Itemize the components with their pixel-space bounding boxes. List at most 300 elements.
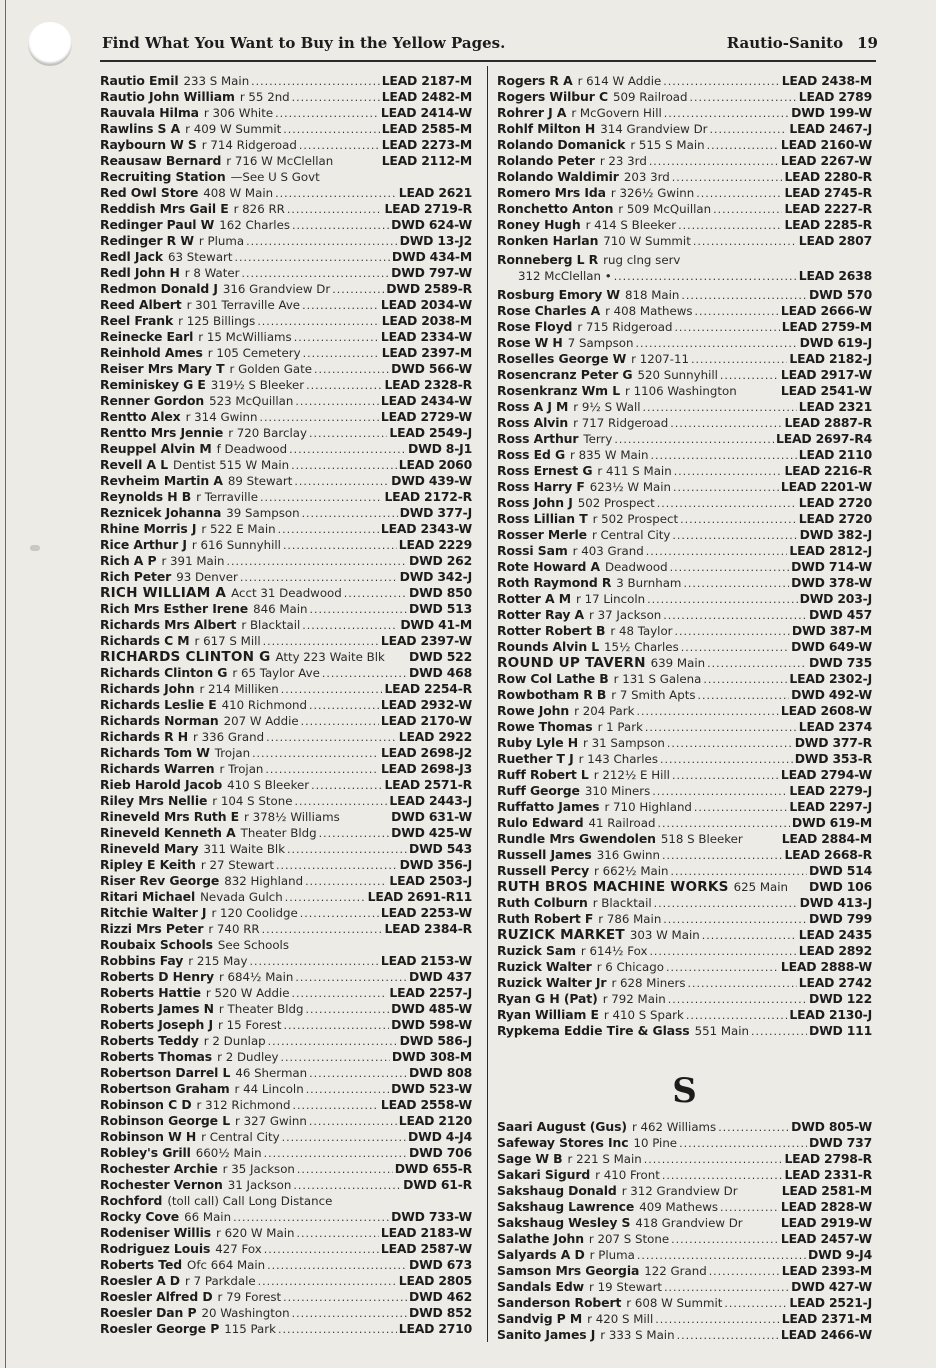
listing-name: Ruth Robert F <box>497 911 594 926</box>
listing-name: Roselles George W <box>497 351 627 366</box>
listing-entry <box>497 863 872 879</box>
listing-address: r 515 S Main <box>630 138 705 152</box>
listing-phone: LEAD 2297-J <box>789 799 872 814</box>
listing-address: r 720 Barclay <box>228 426 307 440</box>
listing-phone: DWD 342-J <box>399 569 472 584</box>
dot-leader <box>667 736 793 751</box>
dot-leader <box>262 922 383 937</box>
listing-name: Rochester Archie <box>100 1161 218 1176</box>
dot-leader <box>713 202 782 217</box>
listing-entry <box>100 345 472 361</box>
listing-phone: DWD 566-W <box>391 361 472 376</box>
listing-entry <box>100 937 472 953</box>
listing-entry <box>100 457 472 473</box>
dot-leader <box>264 1242 379 1257</box>
listing-address: r 9½ S Wall <box>573 400 641 414</box>
dot-leader <box>614 432 774 447</box>
dot-leader <box>643 400 797 415</box>
listing-address: r 306 White <box>203 106 274 120</box>
listing-name: Robinson George L <box>100 1113 230 1128</box>
listing-address: 502 Prospect <box>577 496 655 510</box>
listing-name: Rose Charles A <box>497 303 601 318</box>
dot-leader <box>295 394 379 409</box>
listing-name: Ruth Colburn <box>497 895 588 910</box>
listing-name: Rhine Morris J <box>100 521 197 536</box>
listing-name: Salyards A D <box>497 1247 585 1262</box>
listing-phone: DWD 514 <box>808 863 872 878</box>
dot-leader <box>655 1312 779 1327</box>
listing-phone: LEAD 2120 <box>398 1113 472 1128</box>
listing-name: Sakshaug Lawrence <box>497 1199 635 1214</box>
listing-entry <box>497 252 872 268</box>
listing-phone: LEAD 2374 <box>798 719 872 734</box>
listing-phone: DWD 735 <box>808 655 872 670</box>
listing-phone: LEAD 2371-M <box>781 1311 872 1326</box>
listing-entry <box>100 921 472 937</box>
listing-entry <box>497 121 872 137</box>
listing-entry <box>497 1247 872 1263</box>
listing-phone: DWD 805-W <box>791 1119 872 1134</box>
listing-phone: LEAD 2273-M <box>381 137 472 152</box>
listing-phone: LEAD 2343-W <box>380 521 472 536</box>
dot-leader <box>291 458 397 473</box>
dot-leader <box>235 250 390 265</box>
listing-name: Riley Mrs Nellie <box>100 793 208 808</box>
dot-leader <box>233 1210 389 1225</box>
listing-entry <box>497 1327 872 1343</box>
listing-address: r Blacktail <box>592 896 652 910</box>
listing-address: r 462 Williams <box>631 1120 717 1134</box>
listing-phone: DWD 106 <box>808 879 872 894</box>
dot-leader <box>252 746 379 761</box>
page-number: 19 <box>857 34 878 52</box>
dot-leader <box>292 986 388 1001</box>
listing-address: r 7 Parkdale <box>185 1274 256 1288</box>
listing-name: Rohlf Milton H <box>497 121 596 136</box>
dot-leader <box>677 1328 779 1343</box>
listing-phone: LEAD 2503-J <box>389 873 472 888</box>
listing-name: Rizzi Mrs Peter <box>100 921 204 936</box>
listing-phone: LEAD 2331-R <box>784 1167 872 1182</box>
listing-address: 303 W Main <box>629 928 700 942</box>
listing-entry <box>497 911 872 927</box>
listing-name: Reznicek Johanna <box>100 505 222 520</box>
listing-entry <box>497 735 872 751</box>
listing-name: Roesler Dan P <box>100 1305 197 1320</box>
listing-name: Ritari Michael <box>100 889 196 904</box>
listing-phone: LEAD 2334-W <box>380 329 472 344</box>
listing-name: Rose W H <box>497 335 563 350</box>
listing-name: Ruff George <box>497 783 580 798</box>
listing-address: r 826 RR <box>233 202 285 216</box>
dot-leader <box>649 944 796 959</box>
listing-address: r 312 Grandview Dr <box>621 1184 738 1198</box>
listing-address: r 502 Prospect <box>592 512 679 526</box>
listing-entry <box>497 495 872 511</box>
dot-leader <box>707 656 807 671</box>
listing-entry <box>100 873 472 889</box>
listing-name: Ross John J <box>497 495 573 510</box>
listing-phone: DWD 570 <box>808 287 872 302</box>
listing-address: r Central City <box>591 528 671 542</box>
listing-phone: LEAD 2585-M <box>381 121 472 136</box>
listing-address: r 104 S Stone <box>212 794 293 808</box>
listing-entry <box>100 1225 472 1241</box>
listing-entry <box>497 767 872 783</box>
dot-leader <box>696 186 782 201</box>
listing-phone: LEAD 2698-J2 <box>380 745 472 760</box>
listing-phone: LEAD 2742 <box>798 975 872 990</box>
dot-leader <box>293 1178 401 1193</box>
listing-phone: LEAD 2170-W <box>380 713 472 728</box>
binder-punch-hole <box>28 22 72 66</box>
listing-address: 15½ Charles <box>604 640 679 654</box>
listing-address: r 792 Main <box>602 992 666 1006</box>
dot-leader <box>299 138 380 153</box>
listing-address: 10 Pine <box>633 1136 678 1150</box>
listing-address: r 710 Highland <box>604 800 692 814</box>
dot-leader <box>671 1232 779 1247</box>
listing-address: 46 Sherman <box>235 1066 308 1080</box>
dot-leader <box>302 618 398 633</box>
listing-name: Roberts D Henry <box>100 969 214 984</box>
listing-address: r Golden Gate <box>229 362 312 376</box>
listing-phone: LEAD 2888-W <box>780 959 872 974</box>
listing-entry <box>497 319 872 335</box>
listing-name: Rineveld Mrs Ruth E <box>100 809 240 824</box>
listing-entry <box>100 617 472 633</box>
dot-leader <box>668 992 807 1007</box>
listing-phone: LEAD 2397-M <box>381 345 472 360</box>
listing-address: 846 Main <box>253 602 308 616</box>
listing-address: r 408 Mathews <box>605 304 693 318</box>
listing-address: r 740 RR <box>208 922 260 936</box>
listing-name: Rentto Mrs Jennie <box>100 425 224 440</box>
listing-entry <box>100 969 472 985</box>
listing-name: Roney Hugh <box>497 217 581 232</box>
listing-phone: DWD 9-J4 <box>808 1247 872 1262</box>
listing-address: 63 Stewart <box>168 250 233 264</box>
listing-entry <box>497 591 872 607</box>
listing-entry <box>497 671 872 687</box>
dot-leader <box>694 800 788 815</box>
listing-entry <box>497 703 872 719</box>
listing-name: Rote Howard A <box>497 559 600 574</box>
listing-phone: DWD 377-J <box>399 505 472 520</box>
listing-name: Sandals Edw <box>497 1279 584 1294</box>
listing-phone: LEAD 2302-J <box>789 671 872 686</box>
listing-phone: LEAD 2279-J <box>789 783 872 798</box>
listing-phone: LEAD 2812-J <box>789 543 872 558</box>
listing-entry <box>497 543 872 559</box>
listing-entry <box>100 649 472 665</box>
listing-phone: LEAD 2805 <box>398 1273 472 1288</box>
dot-leader <box>294 474 389 489</box>
listing-entry <box>100 425 472 441</box>
listing-address: f Deadwood <box>216 442 288 456</box>
listing-address: r 608 W Summit <box>626 1296 723 1310</box>
dot-leader <box>284 1018 390 1033</box>
listing-phone: LEAD 2397-W <box>380 633 472 648</box>
listing-address: Acct 31 Deadwood <box>231 586 342 600</box>
listing-phone: DWD 850 <box>408 585 472 600</box>
listing-phone: LEAD 2932-W <box>380 697 472 712</box>
listing-phone: LEAD 2393-M <box>781 1263 872 1278</box>
listing-phone: LEAD 2587-W <box>380 1241 472 1256</box>
listing-phone: LEAD 2759-M <box>781 319 872 334</box>
listing-name: Rieb Harold Jacob <box>100 777 223 792</box>
listing-entry <box>497 1263 872 1279</box>
listing-entry <box>100 585 472 601</box>
listing-name: Redinger Paul W <box>100 217 215 232</box>
listing-address: r 1106 Washington <box>625 384 737 398</box>
listing-entry <box>100 633 472 649</box>
listing-address: r 391 Main <box>161 554 225 568</box>
listing-entry <box>100 329 472 345</box>
dot-leader <box>709 1264 780 1279</box>
dot-leader <box>282 1130 406 1145</box>
listing-entry <box>100 361 472 377</box>
listing-entry <box>100 441 472 457</box>
listing-address: 409 Mathews <box>639 1200 719 1214</box>
listing-phone: LEAD 2254-R <box>384 681 472 696</box>
right-column <box>497 73 872 1343</box>
listing-name: Rowbotham R B <box>497 687 607 702</box>
listing-entry <box>100 1065 472 1081</box>
dot-leader <box>657 496 797 511</box>
listing-entry <box>497 268 872 284</box>
listing-name: Ross A J M <box>497 399 569 414</box>
listing-entry <box>100 121 472 137</box>
listing-entry <box>100 377 472 393</box>
listing-name: Sakshaug Donald <box>497 1183 617 1198</box>
listing-name: Robinson C D <box>100 1097 192 1112</box>
listing-phone: LEAD 2720 <box>798 511 872 526</box>
listing-name: Roesler Alfred D <box>100 1289 213 1304</box>
listing-name: Rosencranz Peter G <box>497 367 633 382</box>
listing-address: r 835 W Main <box>570 448 649 462</box>
listing-address: r 312 Richmond <box>196 1098 291 1112</box>
dot-leader <box>260 490 383 505</box>
listing-name: Rowe John <box>497 703 570 718</box>
dot-leader <box>647 592 798 607</box>
listing-phone: LEAD 2745-R <box>784 185 872 200</box>
dot-leader <box>246 234 398 249</box>
listing-address: r 301 Terraville Ave <box>186 298 301 312</box>
listing-name: Reinhold Ames <box>100 345 203 360</box>
listing-entry <box>497 975 872 991</box>
listing-address: 316 Gwinn <box>596 848 660 862</box>
listing-address: r 509 McQuillan <box>618 202 712 216</box>
listing-phone: DWD 262 <box>408 553 472 568</box>
dot-leader <box>310 602 407 617</box>
dot-leader <box>294 330 379 345</box>
dot-leader <box>287 842 407 857</box>
listing-phone: DWD 624-W <box>391 217 472 232</box>
dot-leader <box>660 752 793 767</box>
listing-address: r 522 E Main <box>201 522 276 536</box>
dot-leader <box>275 106 379 121</box>
listing-name: Rolando Waldimir <box>497 169 619 184</box>
listing-address: 623½ W Main <box>589 480 672 494</box>
listing-entry <box>100 761 472 777</box>
dot-leader <box>278 1322 397 1337</box>
listing-entry <box>100 1241 472 1257</box>
listing-address: r 716 W McClellan <box>226 154 334 168</box>
listing-entry <box>497 959 872 975</box>
listing-phone: DWD 492-W <box>791 687 872 702</box>
listing-phone: DWD 199-W <box>791 105 872 120</box>
listing-address: r 17 Lincoln <box>575 592 646 606</box>
listing-entry <box>100 1273 472 1289</box>
listing-address: 832 Highland <box>224 874 304 888</box>
listing-name: Reynolds H B <box>100 489 192 504</box>
listing-phone: LEAD 2666-W <box>780 303 872 318</box>
listing-entry <box>100 889 472 905</box>
dot-leader <box>332 282 384 297</box>
dot-leader <box>240 570 398 585</box>
listing-name: Russell Percy <box>497 863 590 878</box>
listing-address: 520 Sunnyhill <box>637 368 718 382</box>
listing-phone: LEAD 2798-R <box>784 1151 872 1166</box>
listing-address: 31 Jackson <box>227 1178 292 1192</box>
listing-entry <box>497 1135 872 1151</box>
dot-leader <box>663 74 779 89</box>
listing-phone: DWD 706 <box>408 1145 472 1160</box>
listing-phone: DWD 631-W <box>391 809 472 824</box>
listing-phone: DWD 353-R <box>794 751 872 766</box>
listing-phone: DWD 808 <box>408 1065 472 1080</box>
listing-phone: LEAD 2668-R <box>784 847 872 862</box>
listing-entry <box>100 281 472 297</box>
listing-entry <box>100 217 472 233</box>
listing-name: Richards C M <box>100 633 190 648</box>
listing-address: r 614 W Addie <box>577 74 662 88</box>
listing-entry <box>100 265 472 281</box>
listing-address: rug clng serv <box>603 253 681 267</box>
dot-leader <box>250 954 379 969</box>
listing-address: r 410 Front <box>595 1168 660 1182</box>
listing-name: Richards Clinton G <box>100 665 228 680</box>
listing-phone: LEAD 2435 <box>798 927 872 942</box>
listing-name: Sakari Sigurd <box>497 1167 591 1182</box>
listing-entry <box>100 681 472 697</box>
listing-name: Salathe John <box>497 1231 584 1246</box>
listing-entry <box>497 815 872 831</box>
listing-name: Sage W B <box>497 1151 563 1166</box>
listing-entry <box>100 553 472 569</box>
listing-entry <box>100 729 472 745</box>
listing-name: Rich Mrs Esther Irene <box>100 601 249 616</box>
listing-phone: DWD 111 <box>808 1023 872 1038</box>
dot-leader <box>720 368 779 383</box>
listing-entry <box>497 1167 872 1183</box>
listing-entry <box>100 1033 472 1049</box>
dot-leader <box>319 826 390 841</box>
listing-name: Saari August (Gus) <box>497 1119 627 1134</box>
listing-address: r Pluma <box>198 234 245 248</box>
listing-entry <box>497 351 872 367</box>
listing-address: r Trojan <box>219 762 264 776</box>
listing-address: r 8 Water <box>184 266 240 280</box>
listing-entry <box>497 383 872 399</box>
listing-entry <box>100 489 472 505</box>
listing-entry <box>497 137 872 153</box>
listing-address: Terry <box>583 432 613 446</box>
listing-address: r 2 Dudley <box>217 1050 279 1064</box>
listing-phone: DWD 61-R <box>403 1177 472 1192</box>
listing-name: Rodeniser Willis <box>100 1225 212 1240</box>
dot-leader <box>672 528 797 543</box>
listing-phone: LEAD 2467-J <box>789 121 872 136</box>
dot-leader <box>302 506 398 521</box>
listing-address: r 336 Grand <box>193 730 265 744</box>
listing-phone: DWD 513 <box>408 601 472 616</box>
listing-name: Roesler A D <box>100 1273 180 1288</box>
listing-phone: LEAD 2160-W <box>780 137 872 152</box>
listing-entry <box>100 569 472 585</box>
listing-address: r 411 S Main <box>597 464 672 478</box>
listing-address: 518 S Bleeker <box>660 832 743 846</box>
listing-entry <box>497 655 872 671</box>
listing-phone: DWD 852 <box>408 1305 472 1320</box>
listing-address: r 27 Stewart <box>200 858 274 872</box>
listing-name: Reel Frank <box>100 313 174 328</box>
dot-leader <box>283 122 379 137</box>
listing-entry <box>100 1129 472 1145</box>
listing-phone: LEAD 2794-W <box>780 767 872 782</box>
listing-name: Redmon Donald J <box>100 281 218 296</box>
listing-name: Sakshaug Wesley S <box>497 1215 631 1230</box>
listing-entry <box>497 879 872 895</box>
listing-entry <box>100 1113 472 1129</box>
dot-leader <box>670 560 790 575</box>
listing-phone: LEAD 2571-R <box>384 777 472 792</box>
listing-entry <box>497 217 872 233</box>
listing-entry <box>497 927 872 943</box>
listing-address: r 15 Forest <box>217 1018 282 1032</box>
dot-leader <box>675 624 790 639</box>
listing-address: 523 McQuillan <box>209 394 294 408</box>
listing-phone: LEAD 2253-W <box>380 905 472 920</box>
listing-phone: LEAD 2110 <box>798 447 872 462</box>
dot-leader <box>294 794 387 809</box>
listing-entry <box>497 559 872 575</box>
dot-leader <box>289 442 406 457</box>
listing-address: r 414 S Bleeker <box>585 218 677 232</box>
listing-phone: DWD 649-W <box>791 639 872 654</box>
listing-phone: LEAD 2457-W <box>780 1231 872 1246</box>
dot-leader <box>681 640 789 655</box>
dot-leader <box>666 960 779 975</box>
listing-address: r 37 Jackson <box>589 608 662 622</box>
dot-leader <box>302 298 379 313</box>
dot-leader <box>276 858 398 873</box>
listing-name: Rich A P <box>100 553 157 568</box>
listing-name: Ross Alvin <box>497 415 569 430</box>
listing-name: Rotter A M <box>497 591 571 606</box>
listing-phone: LEAD 2229 <box>398 537 472 552</box>
listing-entry <box>100 1289 472 1305</box>
listing-name: Ronchetto Anton <box>497 201 614 216</box>
listing-address: 427 Fox <box>215 1242 262 1256</box>
listing-address: r 143 Charles <box>578 752 658 766</box>
listing-phone: LEAD 2466-W <box>780 1327 872 1342</box>
listing-name: Raybourn W S <box>100 137 197 152</box>
listing-entry <box>100 953 472 969</box>
listing-address: r 2 Dunlap <box>203 1034 266 1048</box>
listing-phone: DWD 13-J2 <box>399 233 472 248</box>
